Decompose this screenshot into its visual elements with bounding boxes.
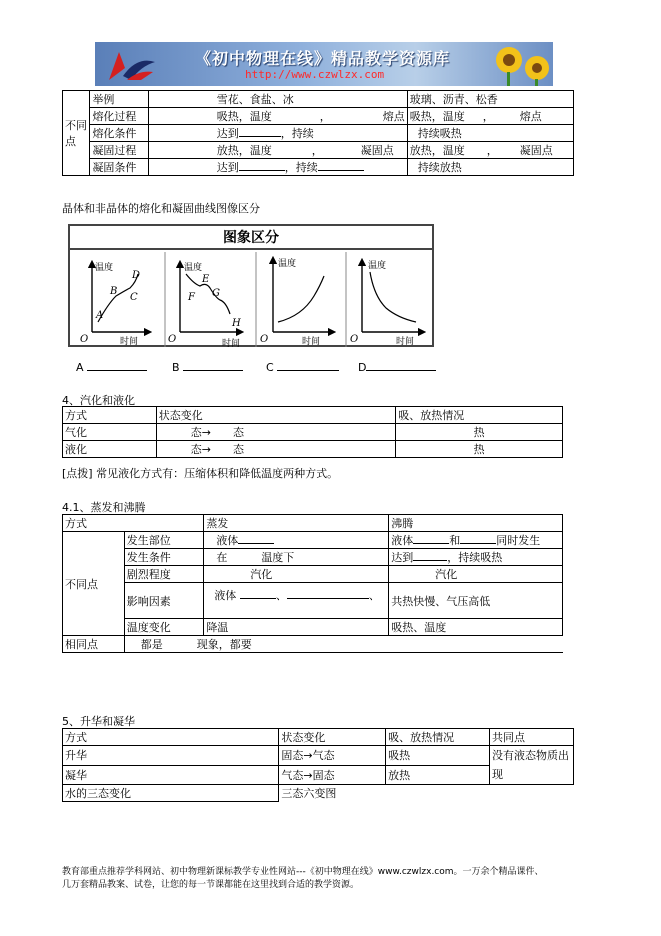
header-cell: 吸、放热情况 <box>386 729 490 746</box>
diff-group-label: 不同 点 <box>63 91 90 176</box>
graph-3-origin: O <box>260 334 269 345</box>
graph-1-origin: O <box>80 334 89 345</box>
graph-4-xlabel: 时间 <box>396 337 415 347</box>
graph-4 <box>350 259 422 347</box>
footer <box>62 866 602 892</box>
arrow-icon: → <box>201 426 211 439</box>
crystal-cell: 达到 <box>216 161 239 174</box>
state-from: 态 <box>190 426 202 439</box>
evaporation-boiling-table: 方式 蒸发 沸腾 不同点 发生部位 液体 液体 和 同时发生 发生条件 在 温度下 达到 ，持续吸热 剧烈程度 汽化 汽化 影响因素 液体 、 、 共热快慢、气压高低 温度变化 降温 吸热、温度 相同点 都是 现象，都要 <box>62 514 563 653</box>
graph-3-xlabel: 时间 <box>302 337 321 347</box>
section4-note: [点拨] 常见液化方式有：压缩体积和降低温度两种方式。 <box>62 467 339 480</box>
crystal-cell-end: 熔点 <box>382 110 405 123</box>
change-cell: 气态→固态 <box>279 765 386 785</box>
graph-1-xlabel: 时间 <box>120 337 139 347</box>
eagle-logo-icon <box>101 46 161 84</box>
noncrystal-cell: 持续放热 <box>407 159 573 176</box>
answer-d: D <box>358 360 436 374</box>
graph-2 <box>168 261 241 347</box>
graph-box <box>68 224 434 347</box>
graph-4-ylabel: 温度 <box>368 261 387 271</box>
footer-line-2: 几万套精品教案、试卷，让您的每一节课都能在这里找到合适的教学资源。 <box>62 880 360 890</box>
state-to: 态 <box>233 443 244 456</box>
mode-cell: 升华 <box>63 746 279 766</box>
graph-2-origin: O <box>168 334 177 345</box>
row-label: 影响因素 <box>124 583 204 619</box>
graph-2-point-h: H <box>232 318 241 329</box>
header-cell: 沸腾 <box>389 515 563 532</box>
evap-cell: 汽化 <box>204 566 389 583</box>
noncrystal-cell-end: 熔点 <box>519 110 542 123</box>
curve-caption: 晶体和非晶体的熔化和凝固曲线图像区分 <box>62 202 260 215</box>
mode-cell: 气化 <box>63 424 157 441</box>
row-label: 熔化条件 <box>90 125 148 142</box>
crystal-cell: 达到 <box>216 127 239 140</box>
answer-a: A <box>76 360 147 374</box>
graph-box-title: 图象区分 <box>70 226 432 250</box>
graph-2-point-g: G <box>212 288 220 299</box>
graphs-svg <box>70 252 432 347</box>
common-text: 都是 <box>140 638 163 651</box>
header-banner <box>95 42 553 86</box>
boil-cell: 汽化 <box>389 566 563 583</box>
heat-cell: 热 <box>396 441 563 458</box>
noncrystal-example: 玻璃、沥青、松香 <box>407 91 573 108</box>
header-cell: 状态变化 <box>279 729 386 746</box>
graph-2-ylabel: 温度 <box>184 263 203 273</box>
noncrystal-cell: 放热，温度 <box>409 144 465 157</box>
sunflower-icon <box>487 42 553 86</box>
section41-title: 4.1、蒸发和沸腾 <box>62 501 146 514</box>
graph-2-point-e: E <box>202 274 210 285</box>
row-label: 温度变化 <box>124 619 204 636</box>
mode-cell: 液化 <box>63 441 157 458</box>
state-to: 态 <box>233 426 244 439</box>
crystal-cell: 吸热，温度 <box>216 110 272 123</box>
crystal-cell-end: ，持续 <box>284 161 318 174</box>
crystal-cell-end: 凝固点 <box>360 144 394 157</box>
graph-1-point-d: D <box>132 270 141 281</box>
state-from: 态 <box>190 443 202 456</box>
answer-b: B <box>172 360 243 374</box>
row-label: 发生条件 <box>124 549 204 566</box>
heat-cell: 放热 <box>386 765 490 785</box>
change-cell: 固态→气态 <box>279 746 386 766</box>
noncrystal-cell: 持续吸热 <box>407 125 573 142</box>
section4-title: 4、汽化和液化 <box>62 394 135 407</box>
section5-title: 5、升华和凝华 <box>62 715 135 728</box>
melting-comparison-table: 不同 点 举例 雪花、食盐、冰 玻璃、沥青、松香 熔化过程 吸热，温度 ， 熔点 吸热，温度 ， 熔点 熔化条件 达到 ，持续 持续吸热 凝固过程 放热，温度 ， 凝固点 放热，温度 ， 凝固点 凝固条件 达到 ，持续 持续放热 <box>62 90 574 176</box>
row-label: 剧烈程度 <box>124 566 204 583</box>
graph-3 <box>260 257 332 347</box>
answer-c: C <box>266 360 339 374</box>
arrow-icon: → <box>201 443 211 456</box>
evap-cell: 降温 <box>204 619 389 636</box>
common-cell: 没有液态物质出 现 <box>489 746 573 785</box>
header-cell: 蒸发 <box>204 515 389 532</box>
heat-cell: 吸热 <box>386 746 490 766</box>
boil-cell: 共热快慢、气压高低 <box>389 583 563 619</box>
header-cell: 吸、放热情况 <box>396 407 563 424</box>
header-cell: 状态变化 <box>156 407 396 424</box>
row-label: 熔化过程 <box>90 108 148 125</box>
banner-title: 《初中物理在线》精品教学资源库 <box>195 49 451 68</box>
row-label: 发生部位 <box>124 532 204 549</box>
evap-cell: 液体 <box>214 589 237 602</box>
header-cell: 方式 <box>63 515 204 532</box>
boil-cell: 液体 <box>391 534 414 547</box>
graph-2-xlabel: 时间 <box>222 339 241 347</box>
graph-3-ylabel: 温度 <box>278 259 297 269</box>
header-cell: 方式 <box>63 407 157 424</box>
heat-cell: 热 <box>396 424 563 441</box>
header-cell: 共同点 <box>489 729 573 746</box>
boil-cell: 达到 <box>391 551 414 564</box>
graph-2-point-f: F <box>188 292 195 303</box>
row-label: 凝固条件 <box>90 159 148 176</box>
row-label: 举例 <box>90 91 148 108</box>
diff-group-label: 不同点 <box>63 532 125 636</box>
crystal-example: 雪花、食盐、冰 <box>148 91 407 108</box>
crystal-cell: 放热，温度 <box>216 144 272 157</box>
common-label: 相同点 <box>63 636 125 653</box>
graph-1-ylabel: 温度 <box>95 263 114 273</box>
banner-url: http://www.czwlzx.com <box>245 68 385 81</box>
sublimation-table <box>62 728 574 802</box>
header-cell: 方式 <box>63 729 279 746</box>
evap-cell: 在 <box>216 551 228 564</box>
water-label: 水的三态变化 <box>63 785 279 802</box>
boil-cell: 吸热、温度 <box>389 619 563 636</box>
row-label: 凝固过程 <box>90 142 148 159</box>
graph-1-point-b: B <box>110 286 118 297</box>
graph-1-point-c: C <box>130 292 138 303</box>
footer-line-1: 教育部重点推荐学科网站、初中物理新课标教学专业性网站---《初中物理在线》www.czwlzx.com。一万余个精品课件、 <box>62 867 544 877</box>
noncrystal-cell: 吸热，温度 <box>409 110 465 123</box>
crystal-cell-end: ，持续 <box>280 127 314 140</box>
vaporization-table <box>62 406 563 458</box>
mode-cell: 凝华 <box>63 765 279 785</box>
evap-cell: 液体 <box>216 534 239 547</box>
graph-4-origin: O <box>350 334 359 345</box>
noncrystal-cell-end: 凝固点 <box>519 144 553 157</box>
water-value: 三态六变图 <box>279 785 574 802</box>
graph-1-point-a: A <box>96 310 104 321</box>
graph-1 <box>80 261 148 347</box>
